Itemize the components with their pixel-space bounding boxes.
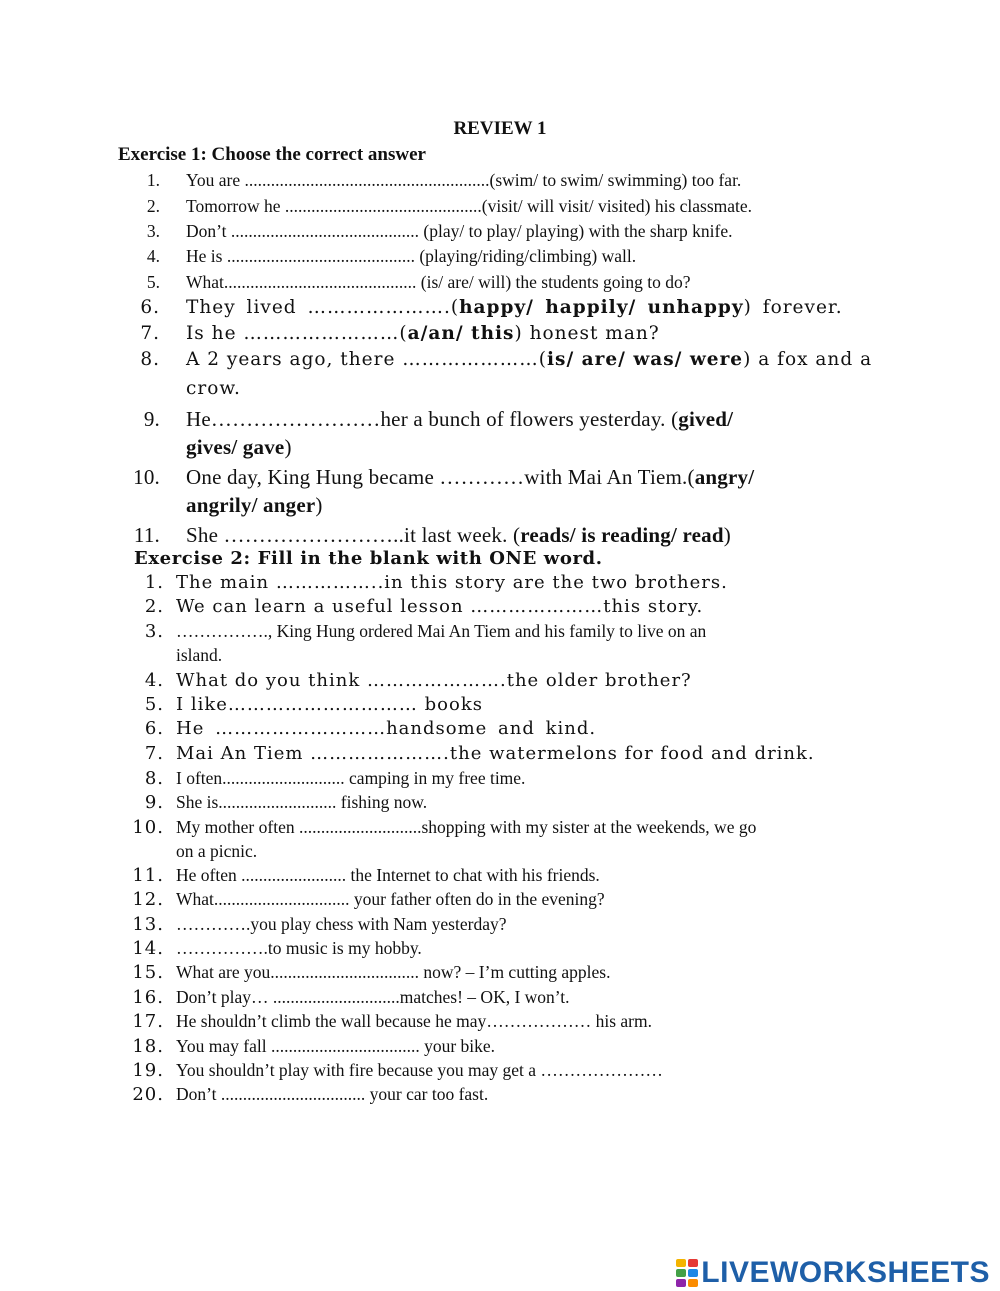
ex1-item-number: 9.	[143, 407, 160, 431]
ex2-item-text: You shouldn’t play with fire because you may get a …………………	[176, 1060, 663, 1080]
ex2-item-text: …………….to music is my hobby.	[176, 938, 422, 958]
ex1-item-text: One day, King Hung became …………with Mai An Tiem.(angry/	[186, 465, 755, 489]
ex2-item-text: She is........................... fishing now.	[176, 792, 428, 812]
ex1-item-text: She ……………………..it last week. (reads/ is reading/ read)	[186, 523, 731, 547]
ex1-item-number: 4.	[146, 246, 160, 266]
ex2-item-number: 14.	[132, 938, 164, 959]
ex1-item-text: A 2 years ago, there …………………(is/ are/ was/ were) a fox and a	[186, 349, 873, 370]
ex2-item-text: The main ……………..in this story are the two brothers.	[176, 572, 728, 593]
ex2-item-text: Don’t play… .............................matches! – OK, I won’t.	[176, 987, 570, 1007]
ex2-item-number: 10.	[132, 817, 164, 838]
exercise-2-heading: Exercise 2: Fill in the blank with ONE word.	[134, 548, 603, 569]
ex1-item-text: Don’t ........................................... (play/ to play/ playing) with the sharp knife.	[186, 221, 733, 241]
ex2-item-number: 15.	[132, 962, 164, 983]
ex1-item-continuation: crow.	[186, 378, 241, 399]
ex2-item-text: I often............................ camping in my free time.	[176, 768, 526, 788]
ex2-item-number: 18.	[132, 1036, 164, 1057]
ex2-item-number: 3.	[144, 621, 164, 642]
ex1-item-continuation: gives/ gave)	[186, 435, 292, 459]
logo-tile	[688, 1269, 698, 1277]
ex2-item-number: 16.	[132, 987, 164, 1008]
ex2-item-number: 19.	[132, 1060, 164, 1081]
ex1-item-number: 11.	[133, 523, 160, 547]
ex2-item-number: 5.	[144, 694, 164, 715]
ex1-item-number: 3.	[146, 221, 160, 241]
ex2-item-text: You may fall .................................. your bike.	[176, 1036, 496, 1056]
ex2-item-text: We can learn a useful lesson …………………this story.	[176, 596, 704, 617]
ex2-item-text: Don’t ................................. your car too fast.	[176, 1084, 489, 1104]
ex2-item-number: 2.	[144, 596, 164, 617]
ex2-item-continuation: island.	[176, 645, 223, 665]
ex2-item-number: 20.	[132, 1084, 164, 1105]
ex2-item-text: He often ........................ the Internet to chat with his friends.	[176, 865, 600, 885]
ex1-item-number: 2.	[146, 196, 160, 216]
logo-tile	[676, 1259, 686, 1267]
ex2-item-number: 8.	[144, 768, 164, 789]
logo-tile	[676, 1269, 686, 1277]
ex1-item-text: What............................................ (is/ are/ will) the students going to do?	[186, 272, 691, 292]
liveworksheets-wordmark: LIVEWORKSHEETS	[701, 1256, 990, 1289]
ex1-item-text: He is ........................................... (playing/riding/climbing) wall.	[186, 246, 637, 266]
ex2-item-number: 11.	[132, 865, 164, 886]
ex2-item-number: 7.	[144, 743, 164, 764]
ex1-item-number: 6.	[140, 297, 160, 318]
ex2-item-text: ………….you play chess with Nam yesterday?	[176, 914, 507, 934]
ex2-item-text: He shouldn’t climb the wall because he may……………… his arm.	[176, 1011, 652, 1031]
ex2-item-text: What do you think ………………….the older brother?	[176, 670, 692, 691]
ex2-item-text: Mai An Tiem ………………….the watermelons for food and drink.	[176, 743, 815, 764]
ex1-item-text: You are ........................................................(swim/ to swim/ swimming) too far.	[186, 170, 742, 190]
ex2-item-text: ……………., King Hung ordered Mai An Tiem and his family to live on an	[176, 621, 707, 641]
ex1-item-number: 7.	[140, 323, 160, 344]
ex2-item-number: 9.	[144, 792, 164, 813]
ex1-item-text: He……………………her a bunch of flowers yesterday. (gived/	[186, 407, 734, 431]
logo-tile	[688, 1259, 698, 1267]
ex2-item-continuation: on a picnic.	[176, 841, 258, 861]
ex2-item-number: 12.	[132, 889, 164, 910]
ex1-item-number: 5.	[146, 272, 160, 292]
logo-tile	[688, 1279, 698, 1287]
ex2-item-text: My mother often ............................shopping with my sister at the weekends, we go	[176, 817, 757, 837]
ex2-item-text: He ………………………handsome and kind.	[176, 718, 597, 739]
ex2-item-number: 1.	[144, 572, 164, 593]
exercise-1-heading: Exercise 1: Choose the correct answer	[118, 144, 426, 165]
ex1-item-text: Is he ……………………(a/an/ this) honest man?	[186, 323, 660, 344]
ex1-item-text: They lived ………………….(happy/ happily/ unhappy) forever.	[186, 297, 843, 318]
ex1-item-text: Tomorrow he .............................................(visit/ will visit/ visited) his classmate.	[186, 196, 753, 216]
liveworksheets-logo	[676, 1256, 990, 1290]
ex2-item-text: What............................... your father often do in the evening?	[176, 889, 605, 909]
liveworksheets-tiles-icon	[676, 1259, 698, 1287]
ex2-item-number: 6.	[144, 718, 164, 739]
ex1-item-number: 1.	[146, 170, 160, 190]
logo-tile	[676, 1279, 686, 1287]
ex1-item-number: 8.	[140, 349, 160, 370]
ex1-item-number: 10.	[133, 465, 160, 489]
ex1-item-continuation: angrily/ anger)	[186, 493, 323, 517]
ex2-item-number: 13.	[132, 914, 164, 935]
ex2-item-number: 4.	[144, 670, 164, 691]
ex2-item-text: What are you.................................. now? – I’m cutting apples.	[176, 962, 611, 982]
ex2-item-number: 17.	[132, 1011, 164, 1032]
ex2-item-text: I like………………………… books	[176, 694, 483, 715]
page-title: REVIEW 1	[453, 118, 547, 139]
